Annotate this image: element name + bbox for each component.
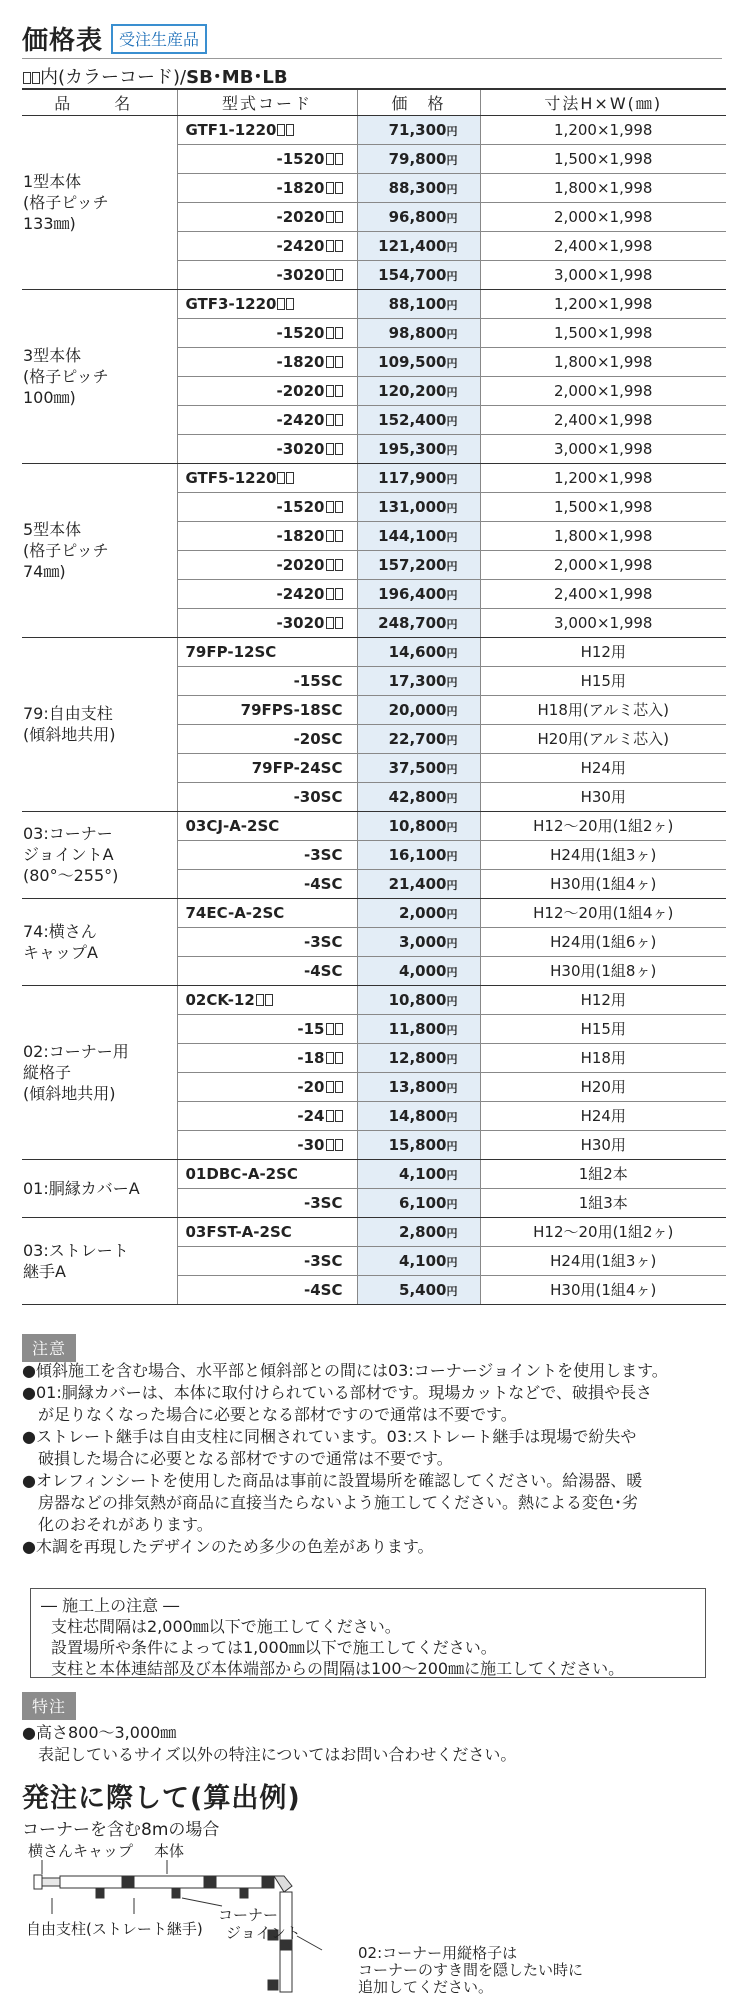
joint-label-1: コーナー (218, 1906, 279, 1924)
code-box-icon (335, 211, 343, 223)
corner-lattice-note-3: 追加してください。 (358, 1978, 494, 1996)
column-header: 価 格 (357, 89, 480, 115)
code-box-icon (326, 327, 334, 339)
price: 4,100円 (357, 1159, 480, 1188)
model-code: -20SC (177, 724, 357, 753)
product-name (22, 637, 177, 811)
price: 144,100円 (357, 521, 480, 550)
product-name-line: 133㎜) (23, 213, 76, 233)
price: 4,000円 (357, 956, 480, 985)
model-code: -3SC (177, 1188, 357, 1217)
code-box-icon (326, 1139, 334, 1151)
model-code: -2020 (177, 202, 357, 231)
construction-note-line: 支柱と本体連結部及び本体端部からの間隔は100〜200㎜に施工してください。 (51, 1659, 625, 1678)
made-to-order-badge: 受注生産品 (111, 24, 207, 54)
dimension: 1,500×1,998 (480, 318, 726, 347)
code-box-icon (277, 298, 285, 310)
model-code: -2420 (177, 231, 357, 260)
model-code: -30 (177, 1130, 357, 1159)
order-example-diagram (22, 1840, 712, 2000)
caution-line: 化のおそれがあります。 (38, 1515, 213, 1534)
code-box-icon (335, 559, 343, 571)
price: 157,200円 (357, 550, 480, 579)
code-box-icon (286, 472, 294, 484)
model-code: 03FST-A-2SC (177, 1217, 357, 1246)
model-code: -1820 (177, 173, 357, 202)
dimension: 1,200×1,998 (480, 463, 726, 492)
caution-notes (22, 1360, 728, 1558)
caution-line: ●オレフィンシートを使用した商品は事前に設置場所を確認してください。給湯器、暖 (22, 1471, 643, 1490)
column-header: 寸法H×W(㎜) (480, 89, 726, 115)
price: 5,400円 (357, 1275, 480, 1304)
table-row (22, 1159, 726, 1188)
dimension: H12〜20用(1組2ヶ) (480, 811, 726, 840)
price: 195,300円 (357, 434, 480, 463)
code-box-icon (286, 124, 294, 136)
product-name-line: 79:自由支柱 (23, 704, 113, 723)
model-code: -2420 (177, 579, 357, 608)
model-code: 03CJ-A-2SC (177, 811, 357, 840)
column-header: 型式コード (177, 89, 357, 115)
product-name-line: 1型本体 (23, 171, 82, 191)
code-box-icon (326, 1081, 334, 1093)
dimension: H20用 (480, 1072, 726, 1101)
dimension: 1,800×1,998 (480, 521, 726, 550)
caution-line: ●01:胴縁カバーは、本体に取付けられている部材です。現場カットなどで、破損や長さ (22, 1383, 652, 1402)
price: 152,400円 (357, 405, 480, 434)
column-header: 品 名 (22, 89, 177, 115)
product-name-line: キャップA (23, 942, 98, 962)
caution-line: 房器などの排気熱が商品に直接当たらないよう施工してください。熱による変色･劣 (38, 1493, 639, 1512)
code-box-icon (335, 1023, 343, 1035)
product-name-line: 100㎜) (23, 387, 76, 407)
page-title: 価格表 (22, 26, 104, 56)
model-code: -15SC (177, 666, 357, 695)
dimension: 3,000×1,998 (480, 608, 726, 637)
code-box-icon (326, 559, 334, 571)
price: 37,500円 (357, 753, 480, 782)
code-box-icon (277, 124, 285, 136)
code-box-icon (286, 298, 294, 310)
model-code: -1820 (177, 347, 357, 376)
price: 10,800円 (357, 811, 480, 840)
price: 117,900円 (357, 463, 480, 492)
product-name-line: 3型本体 (23, 345, 82, 365)
dimension: H18用(アルミ芯入) (480, 695, 726, 724)
model-code: GTF3-1220 (177, 289, 357, 318)
product-name-line: 74㎜) (23, 561, 66, 581)
code-box-icon (335, 1110, 343, 1122)
model-code: -2020 (177, 550, 357, 579)
price: 6,100円 (357, 1188, 480, 1217)
product-name (22, 463, 177, 637)
product-name (22, 1159, 177, 1217)
code-box-icon (326, 385, 334, 397)
dimension: H12〜20用(1組4ヶ) (480, 898, 726, 927)
code-box-icon (335, 443, 343, 455)
code-box-icon (326, 501, 334, 513)
special-order-tag: 特注 (22, 1692, 76, 1720)
code-box-icon (335, 356, 343, 368)
price: 2,000円 (357, 898, 480, 927)
product-name (22, 289, 177, 463)
model-code: -24 (177, 1101, 357, 1130)
dimension: H24用(1組3ヶ) (480, 1246, 726, 1275)
code-box-icon (326, 240, 334, 252)
dimension: 2,000×1,998 (480, 202, 726, 231)
model-code: -3020 (177, 608, 357, 637)
price: 17,300円 (357, 666, 480, 695)
model-code: -3SC (177, 927, 357, 956)
table-row (22, 637, 726, 666)
code-box-icon (335, 501, 343, 513)
code-box-icon (256, 994, 264, 1006)
model-code: 74EC-A-2SC (177, 898, 357, 927)
body-label: 本体 (154, 1842, 185, 1860)
dimension: H30用(1組8ヶ) (480, 956, 726, 985)
dimension: 3,000×1,998 (480, 260, 726, 289)
code-box-icon (326, 443, 334, 455)
model-code: -30SC (177, 782, 357, 811)
code-box-icon (326, 356, 334, 368)
corner-lattice-note-1: 02:コーナー用縦格子は (358, 1944, 518, 1962)
code-box-icon (335, 1052, 343, 1064)
price: 109,500円 (357, 347, 480, 376)
product-name-line: (傾斜地共用) (23, 1083, 116, 1103)
dimension: H24用 (480, 753, 726, 782)
code-box-icon (326, 414, 334, 426)
model-code: 02CK-12 (177, 985, 357, 1014)
price: 42,800円 (357, 782, 480, 811)
price: 2,800円 (357, 1217, 480, 1246)
special-order-notes: ●高さ800〜3,000㎜ 表記しているサイズ以外の特注についてはお問い合わせください。 (22, 1723, 517, 1764)
dimension: H15用 (480, 666, 726, 695)
code-box-icon (335, 153, 343, 165)
price: 15,800円 (357, 1130, 480, 1159)
price: 248,700円 (357, 608, 480, 637)
price: 98,800円 (357, 318, 480, 347)
product-name-line: (80°〜255°) (23, 866, 119, 885)
model-code: GTF1-1220 (177, 115, 357, 144)
dimension: H15用 (480, 1014, 726, 1043)
order-example-subtitle: コーナーを含む8mの場合 (22, 1820, 220, 1840)
price: 22,700円 (357, 724, 480, 753)
dimension: H24用 (480, 1101, 726, 1130)
code-box-icon (326, 617, 334, 629)
table-row (22, 289, 726, 318)
model-code: -4SC (177, 956, 357, 985)
price-table (22, 88, 726, 1305)
price: 3,000円 (357, 927, 480, 956)
construction-note-line: 支柱芯間隔は2,000㎜以下で施工してください。 (51, 1617, 401, 1636)
dimension: 1,800×1,998 (480, 347, 726, 376)
construction-note-line: 設置場所や条件によっては1,000㎜以下で施工してください。 (51, 1638, 497, 1657)
model-code: 79FP-12SC (177, 637, 357, 666)
model-code: -3020 (177, 434, 357, 463)
product-name (22, 985, 177, 1159)
price: 196,400円 (357, 579, 480, 608)
dimension: 2,400×1,998 (480, 231, 726, 260)
construction-notes-title: ― 施工上の注意 ― (41, 1596, 180, 1615)
price: 88,100円 (357, 289, 480, 318)
table-row (22, 985, 726, 1014)
product-name (22, 115, 177, 289)
caution-line: が足りなくなった場合に必要となる部材ですので通常は不要です。 (38, 1405, 517, 1424)
model-code: 79FP-24SC (177, 753, 357, 782)
dimension: H18用 (480, 1043, 726, 1072)
corner-lattice-note-2: コーナーのすき間を隠したい時に (358, 1961, 584, 1979)
model-code: -3020 (177, 260, 357, 289)
dimension: H24用(1組3ヶ) (480, 840, 726, 869)
product-name-line: (格子ピッチ (23, 540, 109, 560)
product-name-line: 継手A (23, 1261, 66, 1281)
table-row (22, 463, 726, 492)
dimension: H30用 (480, 782, 726, 811)
product-name-line: ジョイントA (23, 845, 114, 864)
product-name (22, 1217, 177, 1304)
price: 71,300円 (357, 115, 480, 144)
code-box-icon (32, 72, 40, 84)
price: 11,800円 (357, 1014, 480, 1043)
dimension: 1,800×1,998 (480, 173, 726, 202)
dimension: 1,200×1,998 (480, 289, 726, 318)
code-box-icon (326, 269, 334, 281)
code-box-icon (23, 72, 31, 84)
model-code: -4SC (177, 1275, 357, 1304)
model-code: -20 (177, 1072, 357, 1101)
code-box-icon (335, 182, 343, 194)
dimension: H24用(1組6ヶ) (480, 927, 726, 956)
order-example-title: 発注に際して(算出例) (22, 1783, 301, 1814)
code-box-icon (326, 1110, 334, 1122)
price: 10,800円 (357, 985, 480, 1014)
product-name (22, 811, 177, 898)
dimension: 2,000×1,998 (480, 550, 726, 579)
price: 20,000円 (357, 695, 480, 724)
price: 14,600円 (357, 637, 480, 666)
code-box-icon (326, 153, 334, 165)
code-box-icon (326, 588, 334, 600)
caution-line: ●ストレート継手は自由支柱に同梱されています。03:ストレート継手は現場で紛失や (22, 1427, 637, 1446)
caution-line: ●木調を再現したデザインのため多少の色差があります。 (22, 1537, 434, 1556)
header-divider (22, 58, 722, 59)
product-name-line: (格子ピッチ (23, 192, 109, 212)
table-row (22, 115, 726, 144)
code-box-icon (265, 994, 273, 1006)
dimension: 1,500×1,998 (480, 492, 726, 521)
page-header (22, 20, 207, 57)
code-box-icon (335, 1139, 343, 1151)
dimension: H12用 (480, 637, 726, 666)
model-code: -18 (177, 1043, 357, 1072)
product-name-line: 74:横さん (23, 921, 97, 941)
model-code: 79FPS-18SC (177, 695, 357, 724)
code-box-icon (326, 1052, 334, 1064)
price: 131,000円 (357, 492, 480, 521)
cap-label: 横さんキャップ (28, 1842, 134, 1860)
model-code: -2420 (177, 405, 357, 434)
price: 154,700円 (357, 260, 480, 289)
code-box-icon (326, 530, 334, 542)
model-code: -3SC (177, 840, 357, 869)
color-code-note: 内(カラーコード)/SB･MB･LB (22, 63, 288, 89)
model-code: -1520 (177, 144, 357, 173)
dimension: 2,400×1,998 (480, 579, 726, 608)
dimension: H30用 (480, 1130, 726, 1159)
product-name-line: 02:コーナー用 (23, 1041, 129, 1061)
price: 4,100円 (357, 1246, 480, 1275)
table-row (22, 898, 726, 927)
code-box-icon (326, 1023, 334, 1035)
product-name-line: 03:ストレート (23, 1240, 129, 1260)
table-row (22, 1217, 726, 1246)
price: 121,400円 (357, 231, 480, 260)
price: 21,400円 (357, 869, 480, 898)
model-code: -15 (177, 1014, 357, 1043)
code-box-icon (335, 588, 343, 600)
product-name-line: 03:コーナー (23, 824, 113, 843)
post-label: 自由支柱(ストレート継手) (26, 1920, 203, 1938)
product-name-line: (格子ピッチ (23, 366, 109, 386)
table-row (22, 811, 726, 840)
caution-line: ●傾斜施工を含む場合、水平部と傾斜部との間には03:コーナージョイントを使用します。 (22, 1361, 668, 1380)
model-code: 01DBC-A-2SC (177, 1159, 357, 1188)
code-box-icon (335, 617, 343, 629)
dimension: 1組3本 (480, 1188, 726, 1217)
dimension: H30用(1組4ヶ) (480, 1275, 726, 1304)
dimension: 2,000×1,998 (480, 376, 726, 405)
model-code: -1820 (177, 521, 357, 550)
construction-notes-box (30, 1588, 706, 1678)
price: 14,800円 (357, 1101, 480, 1130)
code-box-icon (277, 472, 285, 484)
product-name (22, 898, 177, 985)
price: 96,800円 (357, 202, 480, 231)
price: 13,800円 (357, 1072, 480, 1101)
code-box-icon (326, 182, 334, 194)
dimension: 1,200×1,998 (480, 115, 726, 144)
dimension: 3,000×1,998 (480, 434, 726, 463)
code-box-icon (335, 414, 343, 426)
price: 79,800円 (357, 144, 480, 173)
code-box-icon (335, 530, 343, 542)
price: 120,200円 (357, 376, 480, 405)
dimension: 2,400×1,998 (480, 405, 726, 434)
product-name-line: 5型本体 (23, 519, 82, 539)
dimension: H20用(アルミ芯入) (480, 724, 726, 753)
caution-tag: 注意 (22, 1334, 76, 1362)
price: 12,800円 (357, 1043, 480, 1072)
price: 16,100円 (357, 840, 480, 869)
price: 88,300円 (357, 173, 480, 202)
code-box-icon (335, 385, 343, 397)
model-code: -3SC (177, 1246, 357, 1275)
code-box-icon (335, 327, 343, 339)
code-box-icon (335, 240, 343, 252)
dimension: 1,500×1,998 (480, 144, 726, 173)
model-code: -2020 (177, 376, 357, 405)
model-code: -4SC (177, 869, 357, 898)
product-name-line: 01:胴縁カバーA (23, 1178, 140, 1198)
model-code: -1520 (177, 318, 357, 347)
dimension: H30用(1組4ヶ) (480, 869, 726, 898)
joint-label-2: ジョイント (226, 1924, 301, 1942)
model-code: GTF5-1220 (177, 463, 357, 492)
model-code: -1520 (177, 492, 357, 521)
caution-line: 破損した場合に必要となる部材ですので通常は不要です。 (38, 1449, 453, 1468)
code-box-icon (326, 211, 334, 223)
product-name-line: (傾斜地共用) (23, 725, 116, 744)
product-name-line: 縦格子 (23, 1062, 72, 1082)
dimension: H12〜20用(1組2ヶ) (480, 1217, 726, 1246)
code-box-icon (335, 269, 343, 281)
dimension: H12用 (480, 985, 726, 1014)
dimension: 1組2本 (480, 1159, 726, 1188)
code-box-icon (335, 1081, 343, 1093)
